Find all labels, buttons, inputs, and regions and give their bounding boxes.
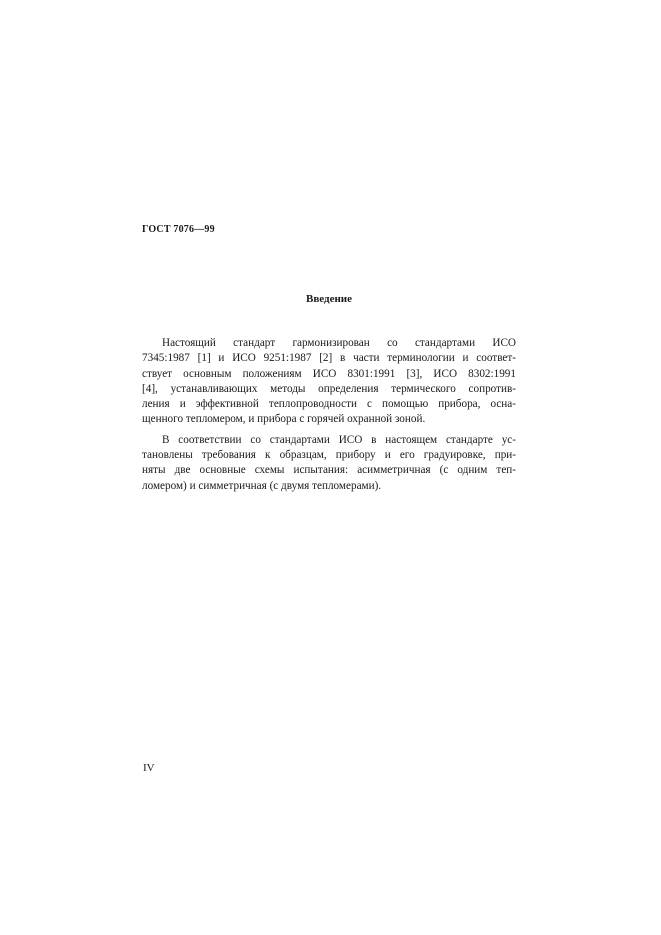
section-body (142, 336, 516, 499)
paragraph-line: В соответствии со стандартами ИСО в настоящем стандарте ус- (162, 433, 516, 446)
paragraph-line: щенного тепломером, и прибора с горячей охранной зоной. (142, 413, 426, 426)
paragraph-line: [4], устанавливающих методы определения термического сопротив- (142, 382, 516, 395)
paragraph-line: ления и эффективной теплопроводности с помощью прибора, осна- (142, 398, 516, 411)
page-number: IV (143, 762, 155, 774)
document-code: ГОСТ 7076—99 (142, 224, 215, 235)
paragraph-line: ломером) и симметричная (с двумя тепломерами). (142, 479, 382, 492)
paragraph-line: 7345:1987 [1] и ИСО 9251:1987 [2] в части терминологии и соответ- (142, 352, 516, 365)
paragraph-line: няты две основные схемы испытания: асимметричная (с одним теп- (142, 464, 516, 477)
paragraph-line: ствует основным положениям ИСО 8301:1991 [3], ИСО 8302:1991 (142, 367, 516, 380)
paragraph-1 (142, 336, 516, 428)
paragraph-line: Настоящий стандарт гармонизирован со стандартами ИСО (162, 337, 516, 349)
paragraph-line: тановлены требования к образцам, прибору и его градуировке, при- (142, 449, 516, 462)
paragraph-2 (142, 433, 516, 494)
section-title: Введение (305, 293, 353, 305)
